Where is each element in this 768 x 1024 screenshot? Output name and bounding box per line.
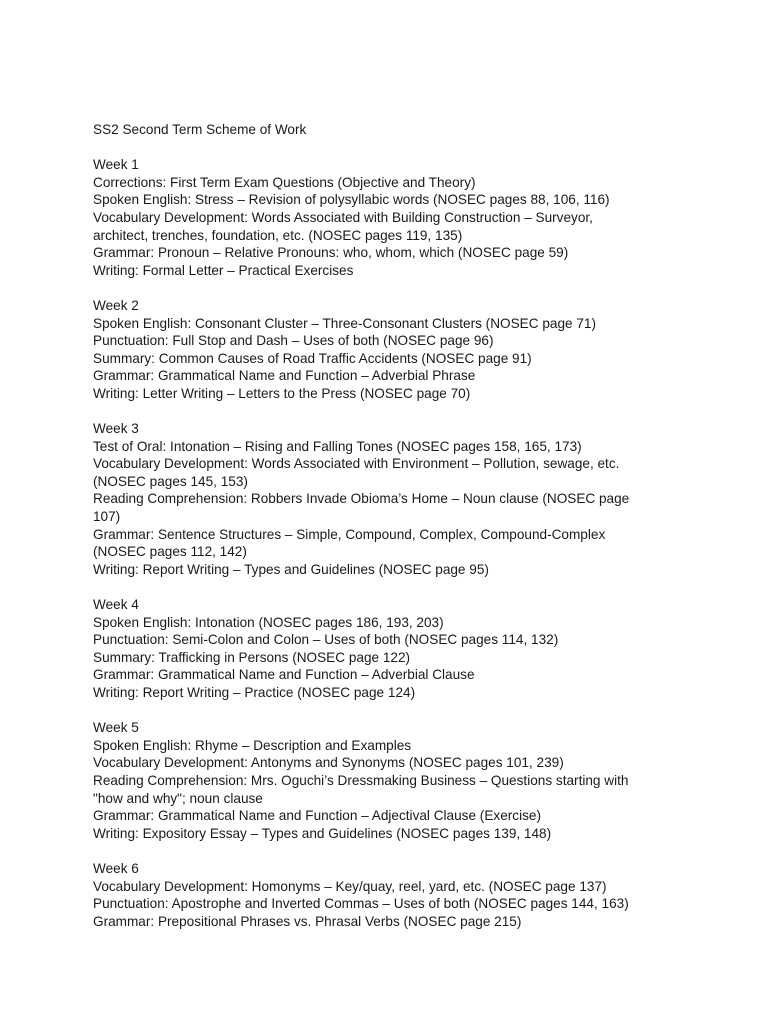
topic-line: Corrections: First Term Exam Questions (Objective and Theory) bbox=[93, 174, 476, 190]
weeks-list bbox=[93, 156, 733, 930]
topic-line: Punctuation: Apostrophe and Inverted Commas – Uses of both (NOSEC pages 144, 163) bbox=[93, 896, 629, 912]
topic-line: Writing: Letter Writing – Letters to the Press (NOSEC page 70) bbox=[93, 385, 471, 401]
topic-line: Writing: Formal Letter – Practical Exercises bbox=[93, 262, 354, 278]
topic-line: Vocabulary Development: Antonyms and Synonyms (NOSEC pages 101, 239) bbox=[93, 755, 564, 771]
topic-line: (NOSEC pages 145, 153) bbox=[93, 473, 248, 489]
week-heading: Week 2 bbox=[93, 297, 139, 313]
week-heading: Week 1 bbox=[93, 157, 139, 173]
topic-line: Grammar: Grammatical Name and Function – Adverbial Clause bbox=[93, 667, 475, 683]
topic-line: Spoken English: Intonation (NOSEC pages 186, 193, 203) bbox=[93, 614, 444, 630]
week-heading: Week 5 bbox=[93, 720, 139, 736]
topic-line: Writing: Report Writing – Practice (NOSEC page 124) bbox=[93, 685, 416, 700]
topic-line: architect, trenches, foundation, etc. (NOSEC pages 119, 135) bbox=[93, 227, 463, 243]
topic-line: Summary: Common Causes of Road Traffic Accidents (NOSEC page 91) bbox=[93, 350, 532, 366]
topic-line: Punctuation: Full Stop and Dash – Uses of both (NOSEC page 96) bbox=[93, 333, 494, 349]
week-section bbox=[93, 719, 733, 842]
topic-line: Grammar: Pronoun – Relative Pronouns: who, whom, which (NOSEC page 59) bbox=[93, 245, 569, 261]
topic-line: Grammar: Prepositional Phrases vs. Phrasal Verbs (NOSEC page 215) bbox=[93, 913, 522, 929]
week-heading: Week 4 bbox=[93, 597, 139, 613]
topic-line: Test of Oral: Intonation – Rising and Falling Tones (NOSEC pages 158, 165, 173) bbox=[93, 438, 582, 454]
week-section bbox=[93, 156, 733, 279]
topic-line: Grammar: Grammatical Name and Function – Adverbial Phrase bbox=[93, 368, 476, 384]
topic-line: (NOSEC pages 112, 142) bbox=[93, 544, 247, 560]
topic-line: Grammar: Grammatical Name and Function – Adjectival Clause (Exercise) bbox=[93, 808, 541, 824]
document-title: SS2 Second Term Scheme of Work bbox=[93, 122, 307, 137]
topic-line: Reading Comprehension: Mrs. Oguchi’s Dressmaking Business – Questions starting with bbox=[93, 772, 629, 788]
topic-line: Writing: Report Writing – Types and Guidelines (NOSEC page 95) bbox=[93, 561, 489, 577]
topic-line: Reading Comprehension: Robbers Invade Obioma’s Home – Noun clause (NOSEC page bbox=[93, 491, 630, 507]
week-section bbox=[93, 420, 733, 578]
topic-line: Writing: Expository Essay – Types and Guidelines (NOSEC pages 139, 148) bbox=[93, 825, 552, 841]
topic-line: Spoken English: Consonant Cluster – Three-Consonant Clusters (NOSEC page 71) bbox=[93, 315, 596, 331]
week-heading: Week 6 bbox=[93, 860, 139, 876]
week-heading: Week 3 bbox=[93, 421, 139, 437]
week-section bbox=[93, 596, 733, 702]
topic-line: Spoken English: Stress – Revision of polysyllabic words (NOSEC pages 88, 106, 116) bbox=[93, 192, 610, 208]
topic-line: Vocabulary Development: Homonyms – Key/quay, reel, yard, etc. (NOSEC page 137) bbox=[93, 878, 607, 894]
topic-line: Vocabulary Development: Words Associated with Building Construction – Surveyor, bbox=[93, 209, 593, 225]
week-section bbox=[93, 297, 733, 403]
document-page bbox=[93, 121, 733, 948]
topic-line: Punctuation: Semi-Colon and Colon – Uses of both (NOSEC pages 114, 132) bbox=[93, 632, 559, 648]
week-section bbox=[93, 860, 733, 930]
topic-line: Vocabulary Development: Words Associated with Environment – Pollution, sewage, etc. bbox=[93, 456, 620, 472]
topic-line: Spoken English: Rhyme – Description and Examples bbox=[93, 737, 412, 753]
topic-line: Summary: Trafficking in Persons (NOSEC page 122) bbox=[93, 649, 411, 665]
topic-line: 107) bbox=[93, 509, 121, 525]
topic-line: Grammar: Sentence Structures – Simple, Compound, Complex, Compound-Complex bbox=[93, 526, 606, 542]
topic-line: "how and why"; noun clause bbox=[93, 790, 263, 806]
